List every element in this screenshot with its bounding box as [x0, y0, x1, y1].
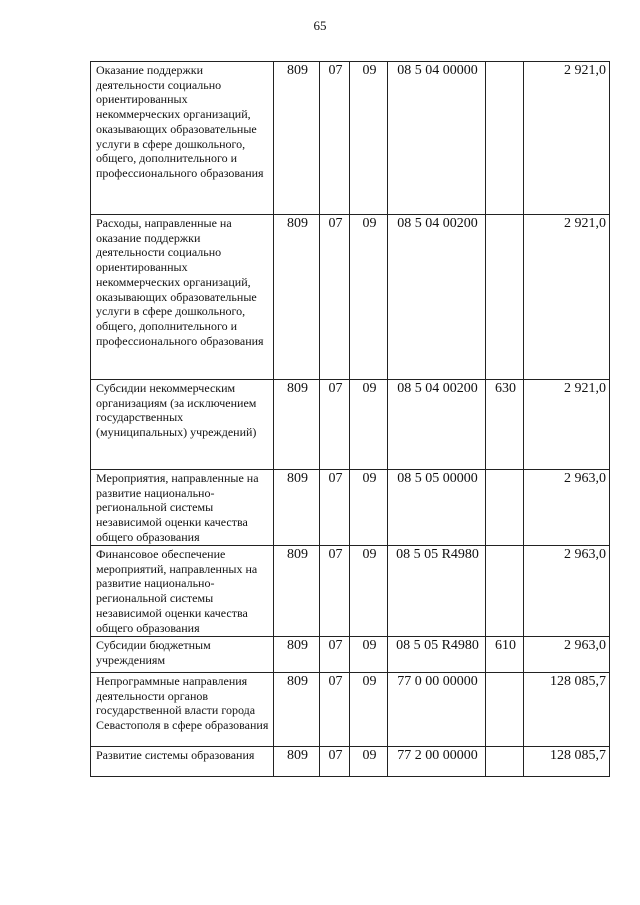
- row-ved: 809: [274, 637, 320, 673]
- row-name: Субсидии некоммерческим организациям (за исключением государственных (муниципальных) учреждений): [91, 380, 274, 470]
- table-row: [91, 637, 610, 673]
- row-csr: 77 0 00 00000: [388, 673, 486, 747]
- row-name: Непрограммные направления деятельности органов государственной власти города Севастополя в сфере образования: [91, 673, 274, 747]
- row-csr: 08 5 04 00200: [388, 215, 486, 380]
- row-csr: 08 5 05 R4980: [388, 637, 486, 673]
- row-ved: 809: [274, 470, 320, 546]
- table-row: [91, 470, 610, 546]
- row-rz: 07: [320, 546, 350, 637]
- row-pr: 09: [350, 380, 388, 470]
- row-ved: 809: [274, 215, 320, 380]
- row-rz: 07: [320, 380, 350, 470]
- row-pr: 09: [350, 747, 388, 777]
- row-csr: 08 5 05 00000: [388, 470, 486, 546]
- row-pr: 09: [350, 637, 388, 673]
- row-pr: 09: [350, 62, 388, 215]
- row-pr: 09: [350, 470, 388, 546]
- row-vr: [486, 470, 524, 546]
- row-ved: 809: [274, 673, 320, 747]
- page-number: 65: [313, 18, 327, 33]
- row-vr: [486, 546, 524, 637]
- row-rz: 07: [320, 747, 350, 777]
- row-sum: 128 085,7: [524, 673, 610, 747]
- row-pr: 09: [350, 673, 388, 747]
- row-vr: 610: [486, 637, 524, 673]
- row-vr: [486, 673, 524, 747]
- row-vr: [486, 62, 524, 215]
- row-name: Расходы, направленные на оказание поддержки деятельности социально ориентированных некоммерческих организаций, оказывающих образовательные услуги в сфере дошкольного, общего, дополнительного и профессионального образования: [91, 215, 274, 380]
- row-ved: 809: [274, 747, 320, 777]
- row-sum: 2 921,0: [524, 62, 610, 215]
- row-vr: 630: [486, 380, 524, 470]
- row-sum: 2 921,0: [524, 380, 610, 470]
- row-sum: 2 963,0: [524, 546, 610, 637]
- row-rz: 07: [320, 637, 350, 673]
- row-csr: 77 2 00 00000: [388, 747, 486, 777]
- row-pr: 09: [350, 215, 388, 380]
- row-sum: 128 085,7: [524, 747, 610, 777]
- table-row: [91, 673, 610, 747]
- row-sum: 2 963,0: [524, 637, 610, 673]
- table-row: [91, 62, 610, 215]
- row-name: Субсидии бюджетным учреждениям: [91, 637, 274, 673]
- row-sum: 2 921,0: [524, 215, 610, 380]
- row-ved: 809: [274, 546, 320, 637]
- row-vr: [486, 215, 524, 380]
- row-name: Финансовое обеспечение мероприятий, направленных на развитие национально-региональной системы независимой оценки качества общего образования: [91, 546, 274, 637]
- row-vr: [486, 747, 524, 777]
- table-row: [91, 215, 610, 380]
- row-sum: 2 963,0: [524, 470, 610, 546]
- row-name: Мероприятия, направленные на развитие национально-региональной системы независимой оценки качества общего образования: [91, 470, 274, 546]
- row-rz: 07: [320, 470, 350, 546]
- budget-table: [90, 61, 610, 777]
- table-row: [91, 747, 610, 777]
- row-rz: 07: [320, 673, 350, 747]
- row-name: Развитие системы образования: [91, 747, 274, 777]
- row-name: Оказание поддержки деятельности социально ориентированных некоммерческих организаций, оказывающих образовательные услуги в сфере дошкольного, общего, дополнительного и профессионального образования: [91, 62, 274, 215]
- row-ved: 809: [274, 62, 320, 215]
- row-rz: 07: [320, 62, 350, 215]
- row-pr: 09: [350, 546, 388, 637]
- row-csr: 08 5 05 R4980: [388, 546, 486, 637]
- row-csr: 08 5 04 00200: [388, 380, 486, 470]
- row-csr: 08 5 04 00000: [388, 62, 486, 215]
- row-rz: 07: [320, 215, 350, 380]
- table-row: [91, 546, 610, 637]
- table-row: [91, 380, 610, 470]
- row-ved: 809: [274, 380, 320, 470]
